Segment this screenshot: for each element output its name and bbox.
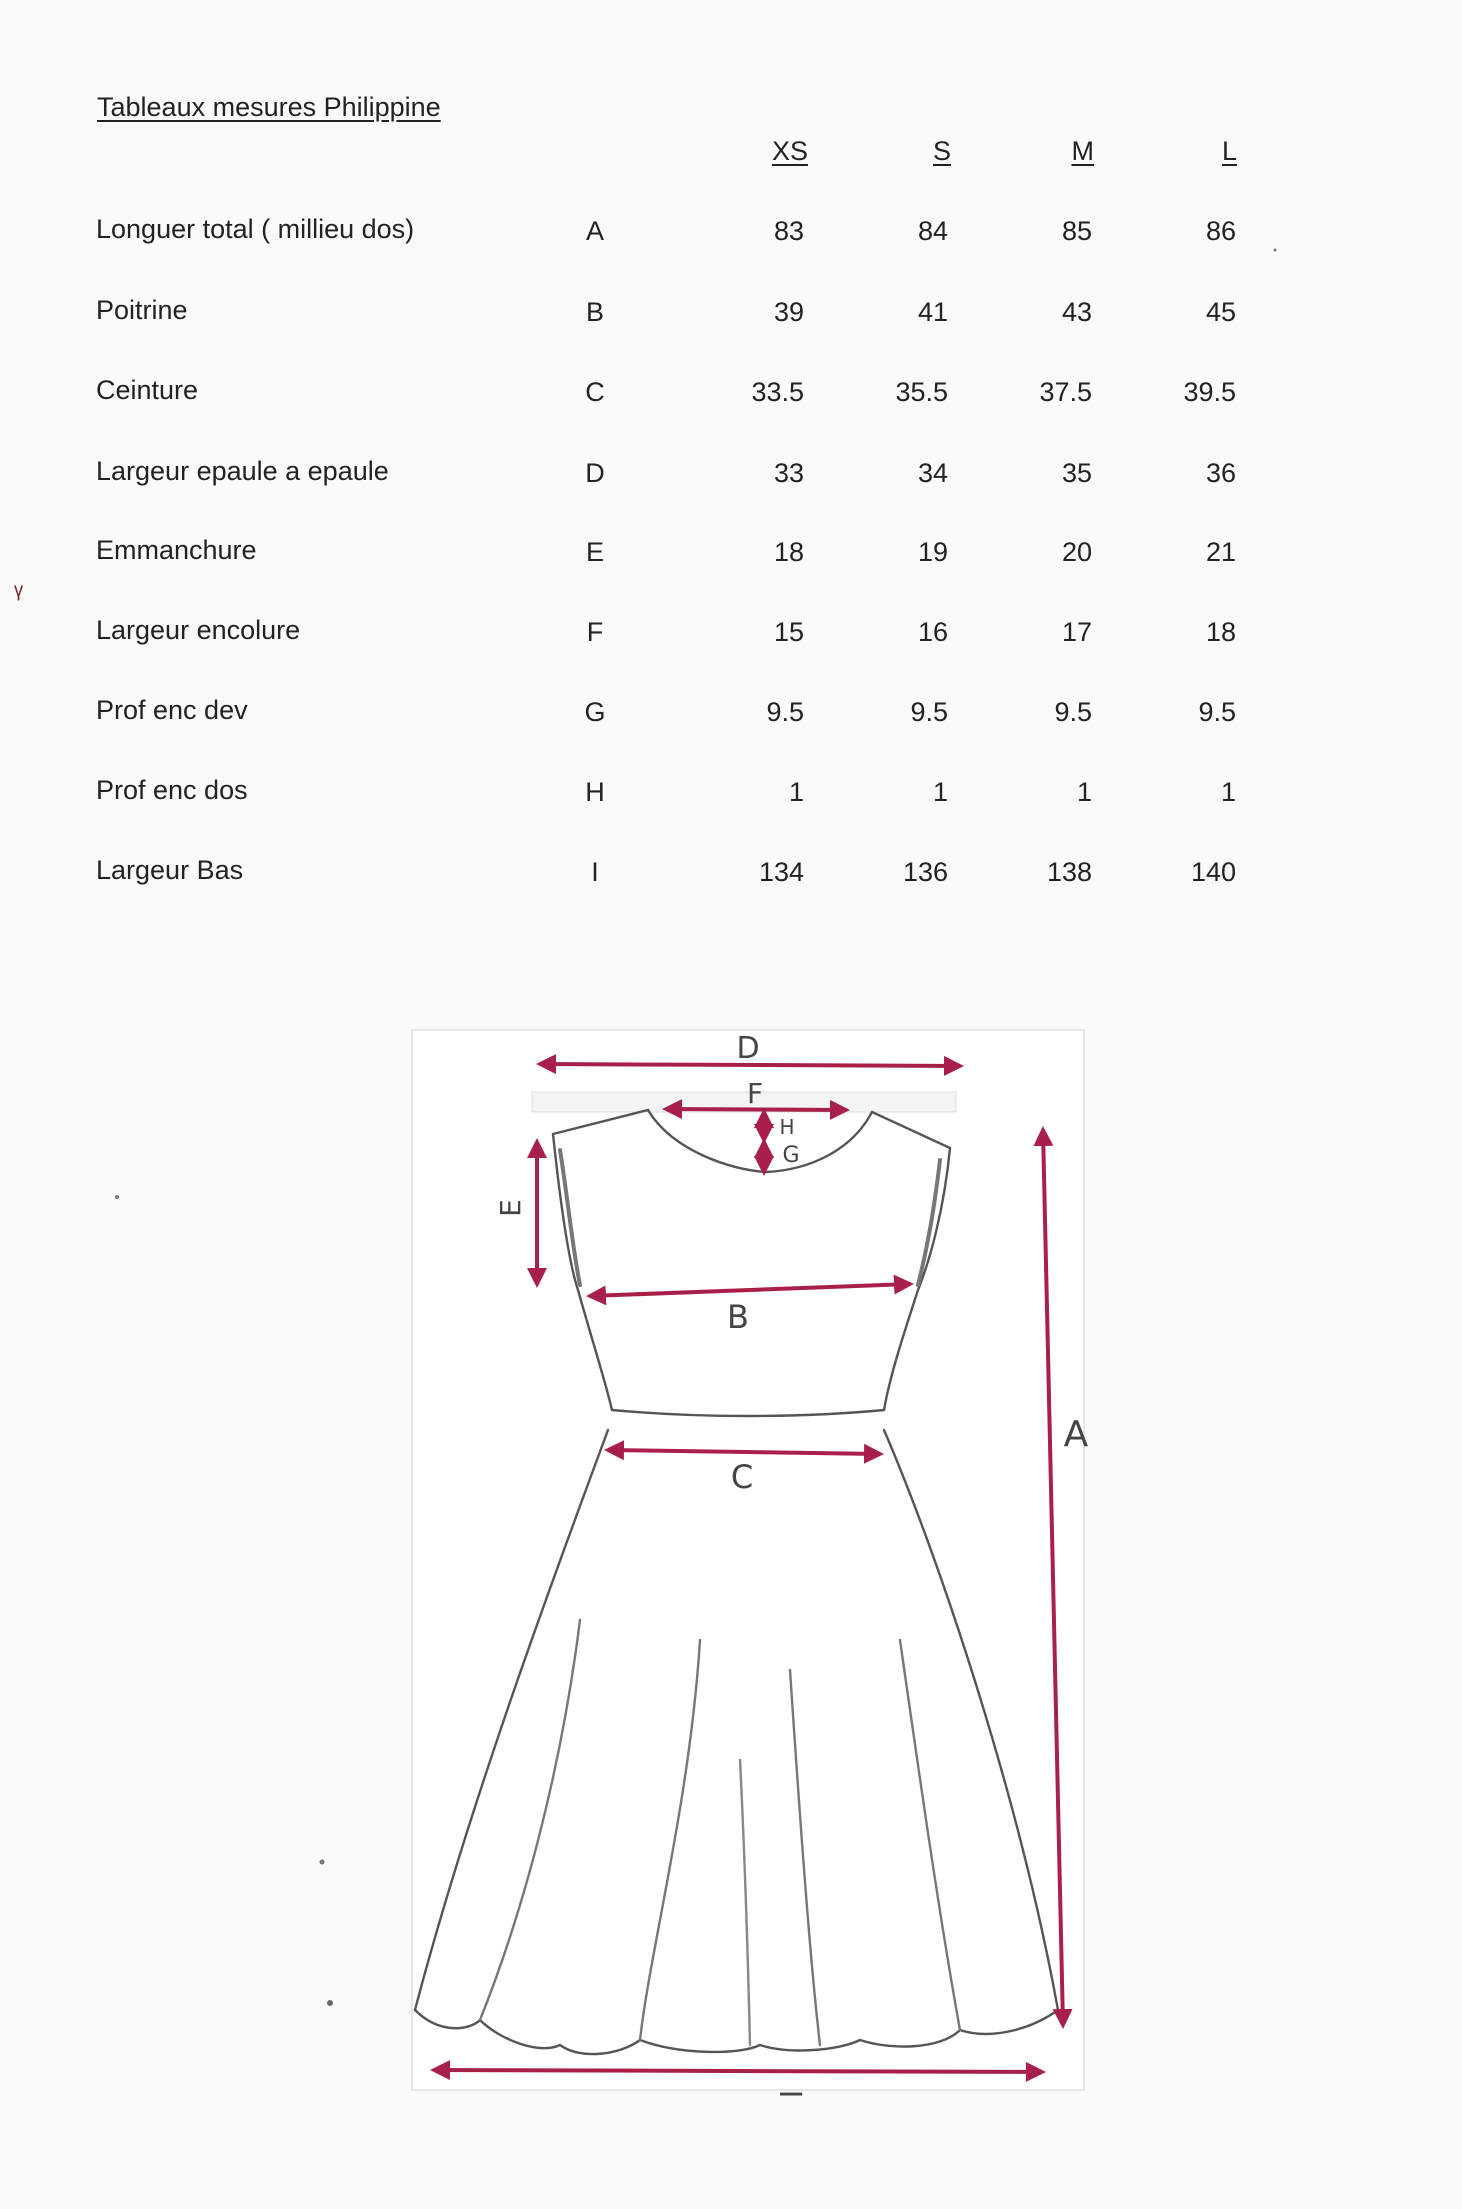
value-s: 84 xyxy=(917,216,948,246)
value-s: 35.5 xyxy=(895,377,948,407)
value-s: 16 xyxy=(917,617,948,647)
value-xs: 9.5 xyxy=(766,697,804,727)
row-label: Largeur encolure xyxy=(96,615,301,645)
label-g: G xyxy=(782,1143,800,1168)
size-header-s: S xyxy=(932,136,951,166)
value-xs: 39 xyxy=(773,297,804,327)
row-code: F xyxy=(586,617,604,647)
value-s: 19 xyxy=(917,537,948,567)
row-label: Largeur epaule a epaule xyxy=(96,456,389,486)
value-l: 9.5 xyxy=(1198,697,1236,727)
label-b: B xyxy=(727,1298,749,1336)
size-header-xs: XS xyxy=(771,136,808,166)
value-xs: 1 xyxy=(788,777,804,807)
row-code: I xyxy=(591,857,599,887)
value-m: 20 xyxy=(1061,537,1092,567)
value-l: 140 xyxy=(1190,857,1236,887)
row-label: Poitrine xyxy=(96,295,188,325)
value-m: 35 xyxy=(1061,458,1092,488)
row-code: E xyxy=(585,537,604,567)
row-label: Largeur Bas xyxy=(96,855,244,885)
value-xs: 18 xyxy=(773,537,804,567)
row-code: C xyxy=(585,377,605,407)
value-xs: 33 xyxy=(773,458,804,488)
value-l: 39.5 xyxy=(1183,377,1236,407)
arrow-i xyxy=(434,2070,1042,2072)
value-m: 43 xyxy=(1061,297,1092,327)
value-s: 1 xyxy=(932,777,948,807)
label-a: A xyxy=(1063,1414,1089,1455)
value-s: 41 xyxy=(917,297,948,327)
label-i: I xyxy=(772,2089,807,2099)
row-label: Longuer total ( millieu dos) xyxy=(96,214,415,244)
page-title: Tableaux mesures Philippine xyxy=(97,92,441,122)
value-l: 18 xyxy=(1205,617,1236,647)
value-m: 17 xyxy=(1061,617,1092,647)
row-code: D xyxy=(585,458,605,488)
value-s: 136 xyxy=(902,857,948,887)
value-m: 9.5 xyxy=(1054,697,1092,727)
value-m: 37.5 xyxy=(1039,377,1092,407)
row-label: Ceinture xyxy=(96,375,199,405)
value-m: 1 xyxy=(1076,777,1092,807)
value-m: 85 xyxy=(1061,216,1092,246)
row-label: Prof enc dev xyxy=(96,695,248,725)
label-e: E xyxy=(494,1199,527,1217)
row-label: Prof enc dos xyxy=(96,775,248,805)
value-s: 9.5 xyxy=(910,697,948,727)
label-d: D xyxy=(736,1031,760,1066)
value-l: 1 xyxy=(1220,777,1236,807)
row-code: A xyxy=(585,216,604,246)
value-l: 21 xyxy=(1205,537,1236,567)
value-xs: 83 xyxy=(773,216,804,246)
row-code: G xyxy=(584,697,606,727)
value-m: 138 xyxy=(1046,857,1092,887)
size-header-m: M xyxy=(1071,136,1094,166)
label-f: F xyxy=(746,1077,764,1110)
row-label: Emmanchure xyxy=(96,535,257,565)
stray-pen-mark: ᵞ xyxy=(14,578,23,609)
value-l: 45 xyxy=(1205,297,1236,327)
value-xs: 134 xyxy=(758,857,804,887)
row-code: B xyxy=(585,297,604,327)
size-header-l: L xyxy=(1221,136,1237,166)
label-h: H xyxy=(779,1115,795,1139)
row-code: H xyxy=(585,777,605,807)
value-xs: 15 xyxy=(773,617,804,647)
value-xs: 33.5 xyxy=(751,377,804,407)
value-s: 34 xyxy=(917,458,948,488)
value-l: 86 xyxy=(1205,216,1236,246)
value-l: 36 xyxy=(1205,458,1236,488)
label-c: C xyxy=(730,1458,754,1496)
